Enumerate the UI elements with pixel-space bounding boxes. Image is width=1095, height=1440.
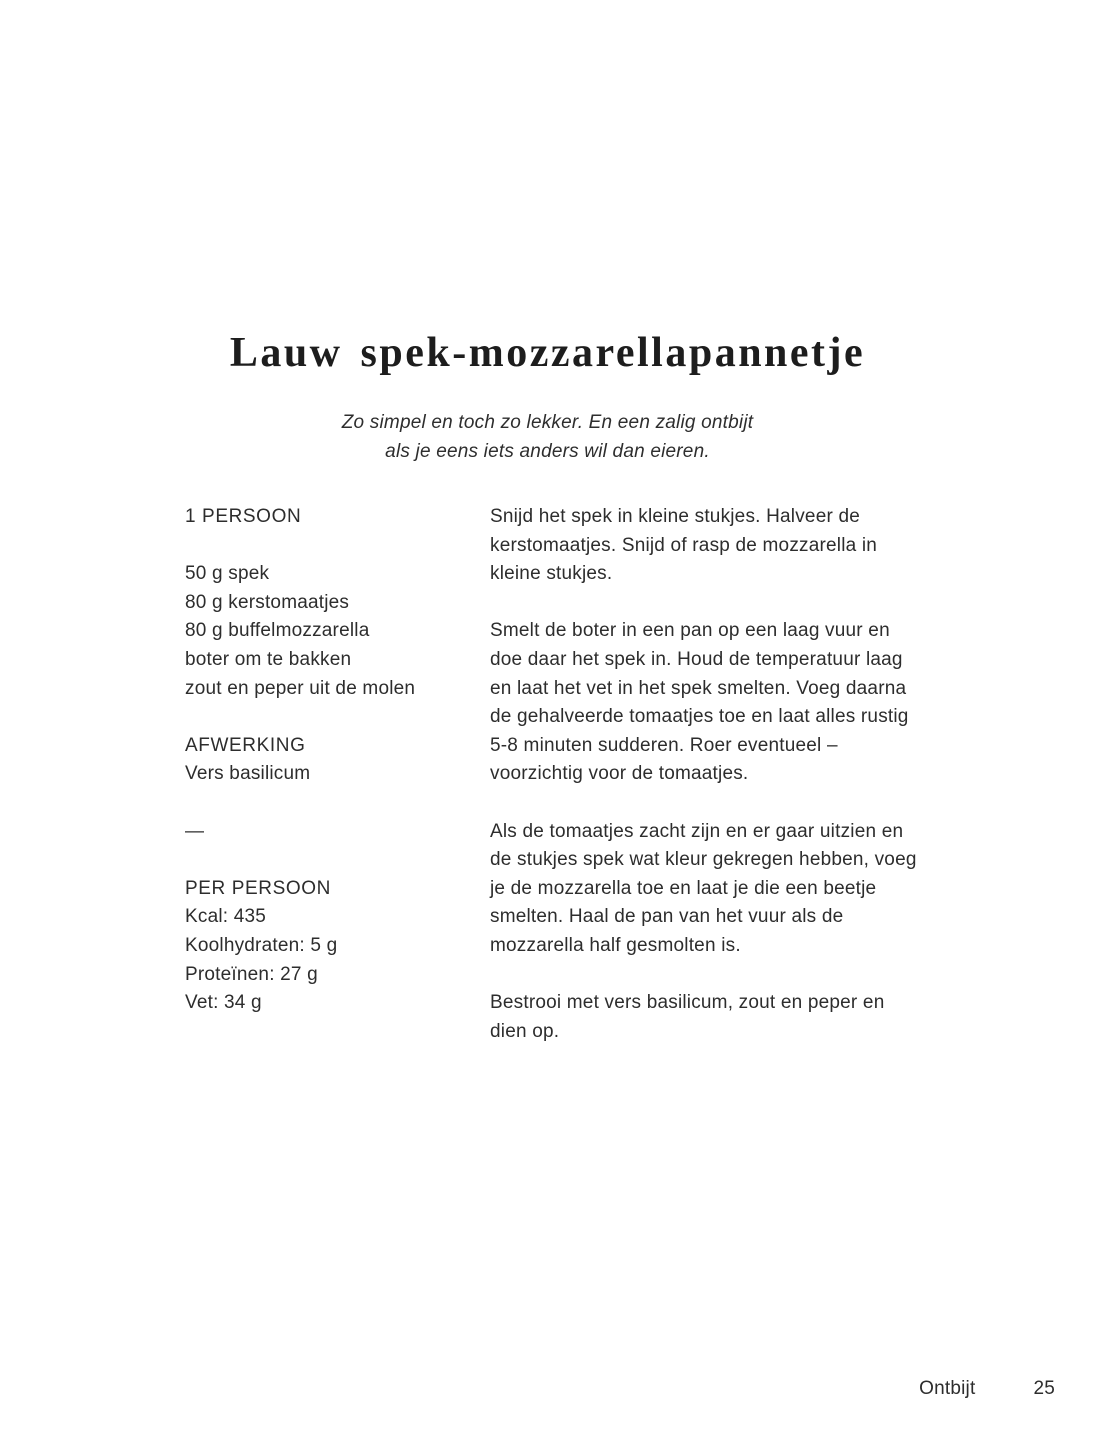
- nutrition-item: Kcal: 435: [185, 906, 267, 928]
- ingredient-item: 50 g spek: [185, 563, 270, 585]
- recipe-subtitle-line2: als je eens iets anders wil dan eieren.: [385, 440, 710, 462]
- nutrition-list: [185, 903, 485, 1017]
- instructions-column: [490, 503, 922, 1046]
- ingredient-item: 80 g buffelmozzarella: [185, 620, 370, 642]
- page-title: Lauw spek-mozzarellapannetje: [229, 330, 866, 376]
- nutrition-label: PER PERSOON: [185, 877, 331, 899]
- garnish-item: Vers basilicum: [185, 763, 311, 785]
- ingredient-item: 80 g kerstomaatjes: [185, 591, 350, 613]
- garnish-label: AFWERKING: [185, 734, 306, 756]
- recipe-subtitle: [0, 409, 1095, 466]
- nutrition-item: Koolhydraten: 5 g: [185, 934, 338, 956]
- footer-page-number: 25: [1033, 1378, 1055, 1399]
- instruction-paragraph: Bestrooi met vers basilicum, zout en peper en dien op.: [490, 992, 885, 1042]
- ingredients-list: [185, 560, 485, 703]
- instruction-paragraph: Smelt de boter in een pan op een laag vuur en doe daar het spek in. Houd de temperatuur laag en laat het vet in het spek smelten. Voeg daarna de gehalveerde tomaatjes toe en laat alles rustig 5-8 minuten sudderen. Roer eventueel – voorzichtig voor de tomaatjes.: [490, 620, 909, 785]
- recipe-subtitle-line1: Zo simpel en toch zo lekker. En een zalig ontbijt: [341, 412, 754, 433]
- ingredients-column: [185, 503, 485, 1018]
- ingredient-item: zout en peper uit de molen: [185, 677, 416, 699]
- instruction-paragraph: Als de tomaatjes zacht zijn en er gaar uitzien en de stukjes spek wat kleur gekregen hebben, voeg je de mozzarella toe en laat je die een beetje smelten. Haal de pan van het vuur als de mozzarella half gesmolten is.: [490, 820, 917, 956]
- servings-label: 1 PERSOON: [185, 506, 302, 527]
- footer-section-label: Ontbijt: [919, 1378, 976, 1399]
- nutrition-item: Proteïnen: 27 g: [185, 963, 318, 985]
- nutrition-item: Vet: 34 g: [185, 992, 262, 1014]
- instruction-paragraph: Snijd het spek in kleine stukjes. Halveer de kerstomaatjes. Snijd of rasp de mozzarella in kleine stukjes.: [490, 506, 878, 585]
- page-footer: [919, 1375, 1055, 1404]
- ingredient-item: boter om te bakken: [185, 648, 352, 670]
- divider-dash: —: [185, 820, 205, 842]
